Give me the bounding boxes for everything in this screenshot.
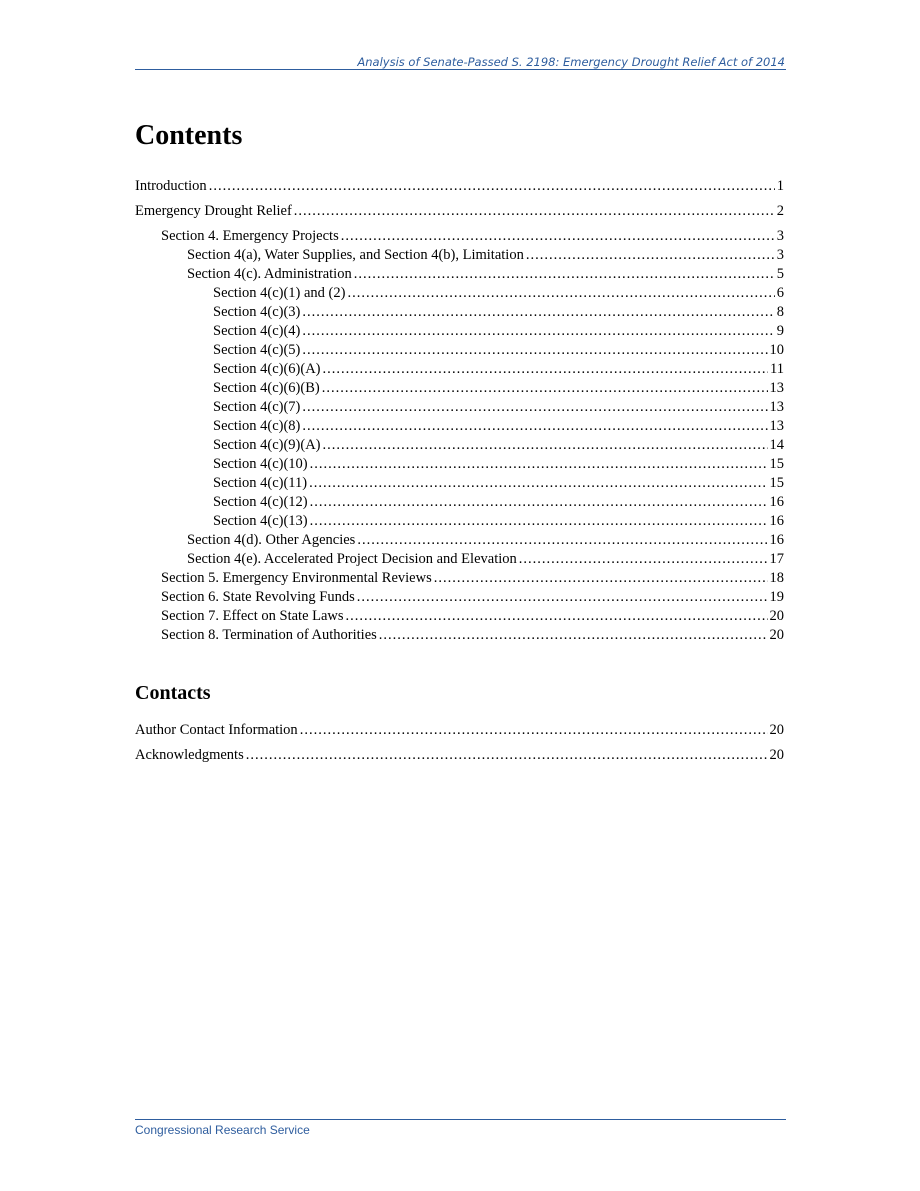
toc-entry[interactable] [135, 178, 784, 203]
toc-entry-page-number[interactable]: 16 [769, 513, 784, 529]
toc-entry-page-number[interactable]: 15 [769, 475, 784, 491]
toc-entry-page-number[interactable]: 3 [776, 247, 784, 263]
toc-entry-label[interactable]: Section 4(a), Water Supplies, and Section 4(b), Limitation [187, 247, 524, 263]
toc-entry-page-number[interactable]: 5 [776, 266, 784, 282]
toc-entry-label[interactable]: Section 4(c)(11) [213, 475, 308, 491]
toc-entry-page-number[interactable]: 13 [769, 380, 784, 396]
toc-entry-label[interactable]: Section 4(c)(8) [213, 418, 301, 434]
toc-entry[interactable] [135, 399, 784, 418]
dot-leader [310, 456, 768, 473]
toc-entry[interactable] [135, 323, 784, 342]
toc-entry[interactable] [135, 437, 784, 456]
toc-entry[interactable] [135, 456, 784, 475]
header-rule [135, 69, 786, 70]
toc-entry[interactable] [135, 380, 784, 399]
dot-leader [310, 494, 768, 511]
dot-leader [302, 418, 767, 435]
dot-leader [347, 285, 774, 302]
dot-leader [294, 203, 775, 220]
toc-entry[interactable] [135, 551, 784, 570]
dot-leader [309, 475, 767, 492]
toc-entry-page-number[interactable]: 11 [770, 361, 784, 377]
table-of-contents [135, 178, 784, 646]
dot-leader [357, 589, 768, 606]
contacts-list [135, 722, 784, 772]
toc-entry-page-number[interactable]: 6 [776, 285, 784, 301]
toc-entry-label[interactable]: Section 4(c)(6)(B) [213, 380, 320, 396]
toc-entry-page-number[interactable]: 20 [769, 627, 784, 643]
contents-heading: Contents [135, 120, 243, 151]
toc-entry-page-number[interactable]: 16 [769, 532, 784, 548]
toc-entry-label[interactable]: Section 4(c)(5) [213, 342, 301, 358]
toc-entry-label[interactable]: Section 4. Emergency Projects [161, 228, 339, 244]
toc-entry-page-number[interactable]: 8 [776, 304, 784, 320]
dot-leader [526, 247, 775, 264]
toc-entry-label[interactable]: Section 4(c)(10) [213, 456, 308, 472]
toc-entry-page-number[interactable]: 17 [769, 551, 784, 567]
dot-leader [300, 722, 768, 739]
dot-leader [341, 228, 775, 245]
toc-entry-page-number[interactable]: 19 [769, 589, 784, 605]
toc-entry[interactable] [135, 722, 784, 747]
toc-entry[interactable] [135, 570, 784, 589]
dot-leader [346, 608, 768, 625]
toc-entry-label[interactable]: Introduction [135, 178, 207, 194]
dot-leader [379, 627, 768, 644]
toc-entry-page-number[interactable]: 14 [769, 437, 784, 453]
toc-entry[interactable] [135, 475, 784, 494]
toc-entry[interactable] [135, 266, 784, 285]
toc-entry-label[interactable]: Section 4(c)(7) [213, 399, 301, 415]
toc-entry-page-number[interactable]: 13 [769, 399, 784, 415]
dot-leader [246, 747, 768, 764]
toc-entry[interactable] [135, 494, 784, 513]
toc-entry-page-number[interactable]: 1 [776, 178, 784, 194]
dot-leader [323, 437, 768, 454]
toc-entry[interactable] [135, 608, 784, 627]
dot-leader [519, 551, 768, 568]
dot-leader [310, 513, 768, 530]
toc-entry-label[interactable]: Section 5. Emergency Environmental Reviews [161, 570, 432, 586]
toc-entry-label[interactable]: Section 4(c)(6)(A) [213, 361, 321, 377]
dot-leader [209, 178, 775, 195]
toc-entry-page-number[interactable]: 15 [769, 456, 784, 472]
footer-publisher: Congressional Research Service [135, 1123, 310, 1137]
toc-entry-label[interactable]: Author Contact Information [135, 722, 298, 738]
toc-entry-label[interactable]: Section 4(c)(13) [213, 513, 308, 529]
running-header-title: Analysis of Senate-Passed S. 2198: Emergency Drought Relief Act of 2014 [357, 55, 785, 69]
toc-entry-page-number[interactable]: 20 [769, 722, 784, 738]
toc-entry-page-number[interactable]: 10 [769, 342, 784, 358]
toc-entry-page-number[interactable]: 18 [769, 570, 784, 586]
toc-entry[interactable] [135, 747, 784, 772]
toc-entry-label[interactable]: Section 8. Termination of Authorities [161, 627, 377, 643]
toc-entry[interactable] [135, 342, 784, 361]
toc-entry[interactable] [135, 304, 784, 323]
toc-entry[interactable] [135, 418, 784, 437]
dot-leader [354, 266, 775, 283]
dot-leader [302, 342, 767, 359]
dot-leader [322, 380, 768, 397]
toc-entry-page-number[interactable]: 16 [769, 494, 784, 510]
toc-entry-label[interactable]: Section 6. State Revolving Funds [161, 589, 355, 605]
toc-entry-label[interactable]: Section 4(c)(1) and (2) [213, 285, 346, 301]
toc-entry-label[interactable]: Section 4(c). Administration [187, 266, 352, 282]
toc-entry-page-number[interactable]: 20 [769, 608, 784, 624]
toc-entry-label[interactable]: Section 4(c)(12) [213, 494, 308, 510]
dot-leader [302, 304, 774, 321]
toc-entry-page-number[interactable]: 3 [776, 228, 784, 244]
toc-entry-label[interactable]: Section 4(e). Accelerated Project Decision and Elevation [187, 551, 517, 567]
toc-entry[interactable] [135, 532, 784, 551]
toc-entry-label[interactable]: Section 7. Effect on State Laws [161, 608, 344, 624]
dot-leader [302, 399, 767, 416]
toc-entry-label[interactable]: Section 4(c)(9)(A) [213, 437, 321, 453]
toc-entry[interactable] [135, 228, 784, 247]
dot-leader [323, 361, 769, 378]
toc-entry-label[interactable]: Emergency Drought Relief [135, 203, 292, 219]
toc-entry[interactable] [135, 589, 784, 608]
toc-entry[interactable] [135, 203, 784, 228]
toc-entry-label[interactable]: Section 4(c)(4) [213, 323, 301, 339]
toc-entry-label[interactable]: Acknowledgments [135, 747, 244, 763]
toc-entry-page-number[interactable]: 13 [769, 418, 784, 434]
footer-rule [135, 1119, 786, 1120]
toc-entry[interactable] [135, 247, 784, 266]
toc-entry-page-number[interactable]: 20 [769, 747, 784, 763]
toc-entry[interactable] [135, 627, 784, 646]
dot-leader [302, 323, 774, 340]
toc-entry-label[interactable]: Section 4(c)(3) [213, 304, 301, 320]
toc-entry[interactable] [135, 361, 784, 380]
toc-entry[interactable] [135, 513, 784, 532]
toc-entry-page-number[interactable]: 9 [776, 323, 784, 339]
toc-entry-label[interactable]: Section 4(d). Other Agencies [187, 532, 356, 548]
toc-entry[interactable] [135, 285, 784, 304]
dot-leader [434, 570, 768, 587]
contacts-heading: Contacts [135, 682, 211, 704]
toc-entry-page-number[interactable]: 2 [776, 203, 784, 219]
dot-leader [357, 532, 767, 549]
